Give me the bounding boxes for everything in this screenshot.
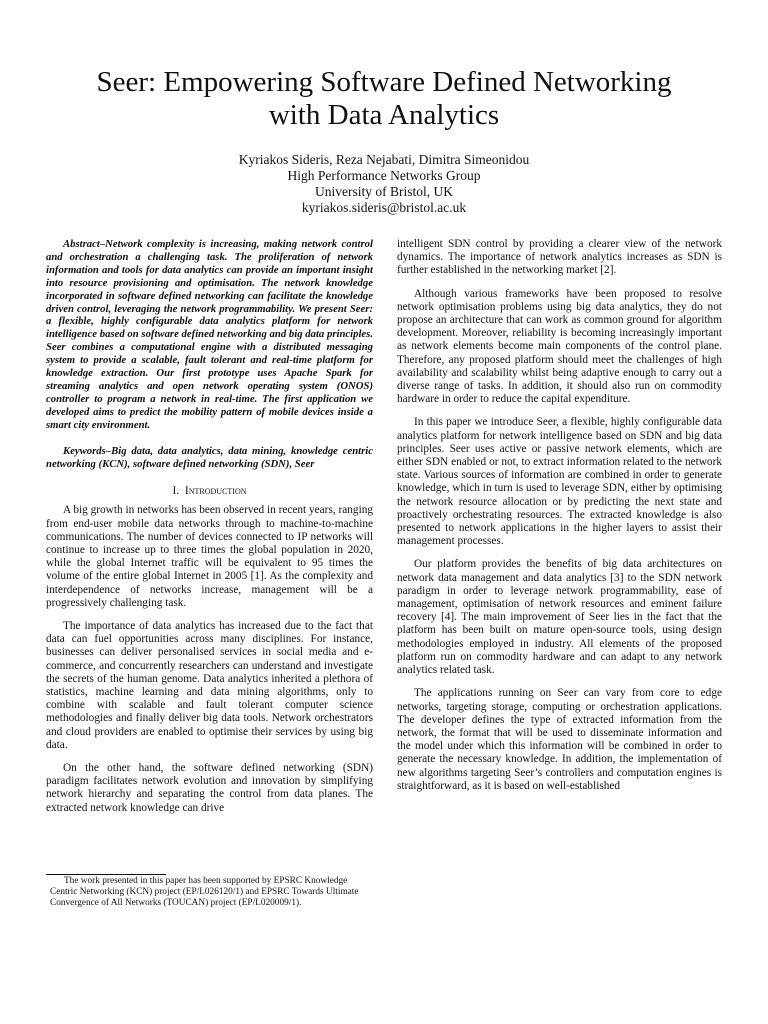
footnote — [50, 876, 360, 910]
footnote-text: The work presented in this paper has been supported by EPSRC Knowledge Centric Networking (KCN) project (EP/L026120/1) and EPSRC Towards Ultimate Convergence of All Networks (TOUCAN) project (EP/L020009/1). — [50, 876, 359, 909]
paragraph: intelligent SDN control by providing a clearer view of the network dynamics. The importance of network analytics increases as SDN is further established in the networking market [2]. — [397, 238, 722, 277]
section-heading — [46, 484, 373, 498]
author-names: Kyriakos Sideris, Reza Nejabati, Dimitra Simeonidou — [238, 152, 530, 167]
title-line-2: with Data Analytics — [268, 99, 500, 131]
keywords: Keywords–Big data, data analytics, data mining, knowledge centric networking (KCN), software defined networking (SDN), Seer — [46, 444, 373, 470]
paragraph: Although various frameworks have been proposed to resolve network optimisation problems using big data analytics, they do not propose an architecture that can work as common ground for algorithm development. Moreover, reliability is becoming increasingly important as network elements become main components of the control plane. Therefore, any proposed platform should meet the challenges of high availability and scalability whilst being adaptive enough to carry out a diverse range of tasks. In addition, it should also run on commodity hardware in order to reduce the capital expenditure. — [397, 287, 722, 406]
section-number: I. — [172, 485, 180, 498]
left-column — [46, 238, 373, 825]
paragraph: In this paper we introduce Seer, a flexible, highly configurable data analytics platform for network intelligence based on SDN and big data principles. Seer uses active or passive network elements, which are either SDN enabled or not, to extract information related to the network state. Various sources of information are combined in order to generate knowledge, which in turn is used to leverage SDN, either by optimising the network resource allocation or by predicting the next state and proactively orchestrating resources. The extracted knowledge is also presented to network applications in the higher layers to assist their management processes. — [397, 416, 722, 548]
paragraph: The importance of data analytics has increased due to the fact that data can fuel opportunities across many disciplines. For instance, businesses can deliver personalised services in social media and e-commerce, and concurrently researchers can understand and investigate the secrets of the human genome. Data analytics inherited a plethora of statistics, machine learning and data mining algorithms, only to combine with scalable and fault tolerant computer science methodologies and finally deliver big data tools. Network orchestrators and cloud providers are enabled to optimise their services by using big data. — [46, 620, 373, 751]
paragraph: On the other hand, the software defined networking (SDN) paradigm facilitates network evolution and innovation by simplifying network hierarchy and separating the control from data planes. The extracted network knowledge can drive — [46, 762, 373, 814]
author-block — [40, 152, 728, 216]
paragraph: A big growth in networks has been observed in recent years, ranging from end-user mobile data networks through to machine-to-machine communications. The number of devices connected to IP networks will continue to increase up to three times the global population in 2020, while the global Internet traffic will be equivalent to 95 times the volume of the entire global Internet in 2005 [1]. As the complexity and interdependence of networks increase, management will be a progressively challenging task. — [46, 504, 373, 609]
footnote-divider — [46, 874, 166, 875]
title-line-1: Seer: Empowering Software Defined Networking — [96, 66, 672, 98]
paragraph: The applications running on Seer can vary from core to edge networks, targeting storage, computing or orchestration applications. The developer defines the type of extracted information from the network, the format that will be used to disseminate information and the model under which this information will be combined in order to generate the necessary knowledge. In addition, the implementation of new algorithms targeting Seer’s controllers and computation engines is straightforward, as it is based on well-established — [397, 687, 722, 792]
affiliation-group: High Performance Networks Group — [287, 168, 481, 183]
author-email: kyriakos.sideris@bristol.ac.uk — [301, 200, 467, 215]
affiliation-university: University of Bristol, UK — [315, 184, 453, 199]
paragraph: Our platform provides the benefits of big data architectures on network data management and data analytics [3] to the SDN network paradigm in order to leverage network programmability, ease of management, optimisation of network resources and eminent failure recovery [4]. The main improvement of Seer lies in the fact that the platform has been built on mature open-source tools, using design methodologies employed in industry. All elements of the proposed platform run on commodity hardware and can adapt to any network analytics related task. — [397, 558, 722, 677]
section-title: Introduction — [184, 485, 247, 498]
paper-title — [40, 66, 728, 132]
right-column — [397, 238, 722, 803]
abstract: Abstract–Network complexity is increasing, making network control and orchestration a challenging task. The proliferation of network information and tools for data analytics can provide an important insight into resource provisioning and optimisation. The network knowledge incorporated in software defined networking can facilitate the knowledge driven control, leveraging the network programmability. We present Seer: a flexible, highly configurable data analytics platform for network intelligence based on software defined networking and big data principles. Seer combines a computational engine with a distributed messaging system to provide a scalable, fault tolerant and real-time platform for knowledge extraction. Our first prototype uses Apache Spark for streaming analytics and open network operating system (ONOS) controller to program a network in real-time. The first application we developed aims to predict the mobility pattern of mobile devices inside a smart city environment. — [46, 238, 373, 431]
